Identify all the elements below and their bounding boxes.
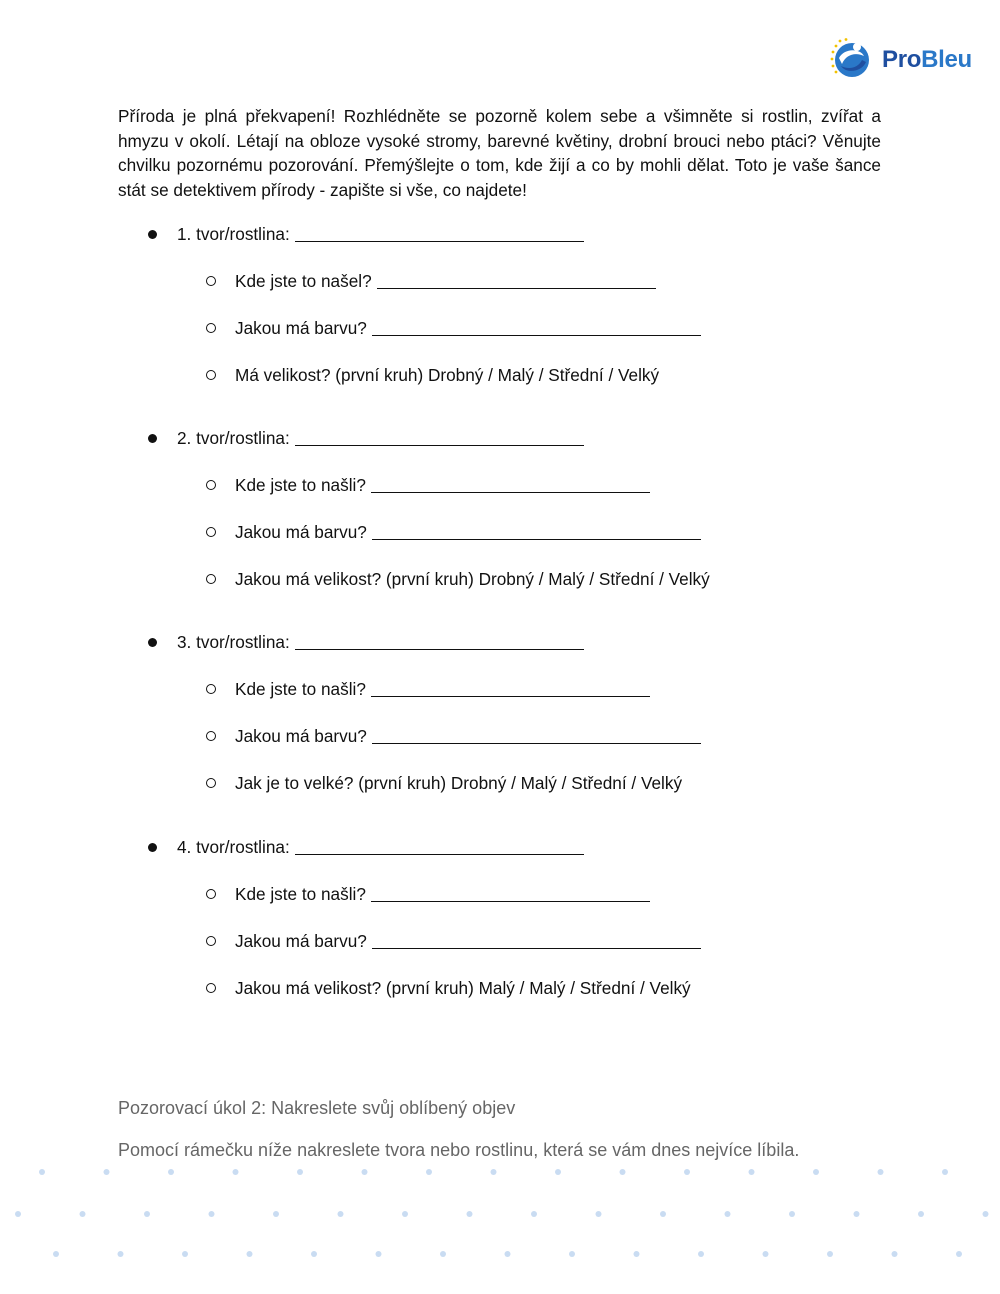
item-4 (148, 837, 584, 858)
question-color: Jakou má barvu? (235, 522, 367, 542)
decorative-dot (634, 1251, 640, 1257)
question-color: Jakou má barvu? (235, 931, 367, 951)
decorative-dot (273, 1211, 279, 1217)
answer-line[interactable] (372, 334, 701, 336)
item-label: 1. tvor/rostlina: (177, 224, 290, 244)
decorative-dot (942, 1169, 948, 1175)
decorative-dot (892, 1251, 898, 1257)
circle-bullet-icon (206, 527, 216, 537)
circle-bullet-icon (206, 323, 216, 333)
decorative-dot (956, 1251, 962, 1257)
decorative-dot (813, 1169, 819, 1175)
answer-line[interactable] (295, 444, 584, 446)
decorative-dot (555, 1169, 561, 1175)
question-size: Má velikost? (první kruh) Drobný / Malý / Střední / Velký (235, 365, 660, 385)
probleu-logo-icon (830, 38, 876, 82)
question-size: Jakou má velikost? (první kruh) Drobný / Malý / Střední / Velký (235, 569, 710, 589)
item-4-where (206, 884, 650, 905)
decorative-dot (53, 1251, 59, 1257)
item-2-size (206, 569, 710, 590)
answer-line[interactable] (371, 491, 650, 493)
logo-wordmark: ProBleu (882, 46, 972, 73)
question-color: Jakou má barvu? (235, 318, 367, 338)
item-1-color (206, 318, 701, 339)
decorative-dot (402, 1211, 408, 1217)
answer-line[interactable] (371, 695, 650, 697)
decorative-dot (505, 1251, 511, 1257)
circle-bullet-icon (206, 574, 216, 584)
decorative-dots-pattern (0, 1160, 1000, 1270)
item-1-where (206, 271, 656, 292)
decorative-dot (39, 1169, 45, 1175)
answer-line[interactable] (371, 900, 650, 902)
answer-line[interactable] (295, 240, 584, 242)
answer-line[interactable] (295, 853, 584, 855)
decorative-dot (827, 1251, 833, 1257)
circle-bullet-icon (206, 684, 216, 694)
probleu-logo (830, 38, 972, 82)
decorative-dot (878, 1169, 884, 1175)
decorative-dot (144, 1211, 150, 1217)
task2-title: Pozorovací úkol 2: Nakreslete svůj oblíbený objev (118, 1098, 516, 1118)
answer-line[interactable] (377, 287, 656, 289)
decorative-dot (763, 1251, 769, 1257)
decorative-dot (684, 1169, 690, 1175)
circle-bullet-icon (206, 936, 216, 946)
circle-bullet-icon (206, 480, 216, 490)
answer-line[interactable] (372, 947, 701, 949)
decorative-dot (918, 1211, 924, 1217)
item-2-where (206, 475, 650, 496)
decorative-dot (725, 1211, 731, 1217)
bullet-icon (148, 638, 157, 647)
circle-bullet-icon (206, 778, 216, 788)
decorative-dot (362, 1169, 368, 1175)
item-label: 2. tvor/rostlina: (177, 428, 290, 448)
decorative-dot (491, 1169, 497, 1175)
decorative-dot (338, 1211, 344, 1217)
question-where: Kde jste to našli? (235, 475, 366, 495)
item-4-color (206, 931, 701, 952)
item-1 (148, 224, 584, 245)
decorative-dot (749, 1169, 755, 1175)
question-where: Kde jste to našel? (235, 271, 372, 291)
item-4-size (206, 978, 691, 999)
item-3-where (206, 679, 650, 700)
decorative-dot (15, 1211, 21, 1217)
decorative-dot (698, 1251, 704, 1257)
decorative-dot (168, 1169, 174, 1175)
decorative-dot (854, 1211, 860, 1217)
question-size: Jak je to velké? (první kruh) Drobný / Malý / Střední / Velký (235, 773, 683, 793)
bullet-icon (148, 843, 157, 852)
decorative-dot (80, 1211, 86, 1217)
item-label: 3. tvor/rostlina: (177, 632, 290, 652)
item-2 (148, 428, 584, 449)
answer-line[interactable] (295, 648, 584, 650)
decorative-dot (104, 1169, 110, 1175)
decorative-dot (118, 1251, 124, 1257)
decorative-dot (233, 1169, 239, 1175)
circle-bullet-icon (206, 276, 216, 286)
item-3-size (206, 773, 682, 794)
item-3 (148, 632, 584, 653)
question-color: Jakou má barvu? (235, 726, 367, 746)
bullet-icon (148, 230, 157, 239)
decorative-dot (467, 1211, 473, 1217)
decorative-dot (789, 1211, 795, 1217)
decorative-dot (596, 1211, 602, 1217)
decorative-dot (247, 1251, 253, 1257)
decorative-dot (660, 1211, 666, 1217)
decorative-dot (620, 1169, 626, 1175)
bullet-icon (148, 434, 157, 443)
circle-bullet-icon (206, 983, 216, 993)
item-3-color (206, 726, 701, 747)
decorative-dot (297, 1169, 303, 1175)
circle-bullet-icon (206, 889, 216, 899)
question-size: Jakou má velikost? (první kruh) Malý / Malý / Střední / Velký (235, 978, 691, 998)
answer-line[interactable] (372, 538, 701, 540)
question-where: Kde jste to našli? (235, 679, 366, 699)
decorative-dot (569, 1251, 575, 1257)
decorative-dot (209, 1211, 215, 1217)
decorative-dot (983, 1211, 989, 1217)
task2-text: Pomocí rámečku níže nakreslete tvora nebo rostlinu, která se vám dnes nejvíce líbila. (118, 1140, 800, 1160)
decorative-dot (376, 1251, 382, 1257)
decorative-dot (182, 1251, 188, 1257)
answer-line[interactable] (372, 742, 701, 744)
item-2-color (206, 522, 701, 543)
item-label: 4. tvor/rostlina: (177, 837, 290, 857)
intro-paragraph: Příroda je plná překvapení! Rozhlédněte se pozorně kolem sebe a všimněte si rostlin, zvířat a hmyzu v okolí. Létají na obloze vysoké stromy, barevné květiny, drobní brouci nebo ptáci? Věnujte chvilku pozornému pozorování. Přemýšlejte o tom, kde žijí a co by mohli dělat. Toto je vaše šance stát se detektivem přírody - zapište si vše, co najdete! (118, 106, 881, 200)
question-where: Kde jste to našli? (235, 884, 366, 904)
circle-bullet-icon (206, 370, 216, 380)
circle-bullet-icon (206, 731, 216, 741)
decorative-dot (311, 1251, 317, 1257)
decorative-dot (531, 1211, 537, 1217)
decorative-dot (440, 1251, 446, 1257)
item-1-size (206, 365, 659, 386)
decorative-dot (426, 1169, 432, 1175)
